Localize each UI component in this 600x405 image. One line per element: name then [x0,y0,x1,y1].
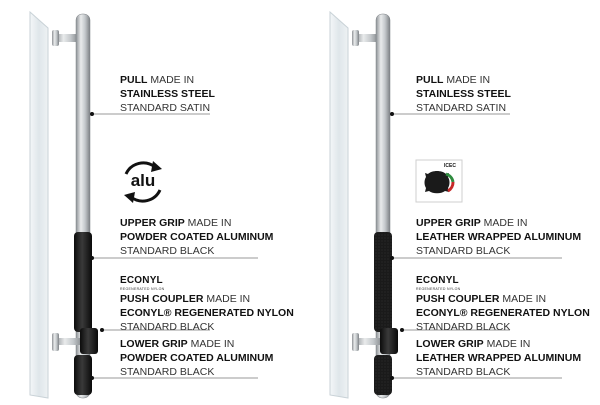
upper-grip-made-in: MADE IN [184,217,232,229]
push-coupler-label [416,292,590,334]
econyl-brand: ECONYL [416,275,459,286]
econyl-tagline: REGENERATED NYLON [120,287,165,291]
upper-grip-finish: STANDARD BLACK [416,245,511,257]
pull-label [416,73,511,115]
upper-grip-material: POWDER COATED ALUMINUM [120,231,274,243]
pull-material: STAINLESS STEEL [416,88,511,100]
lower-grip-material: POWDER COATED ALUMINUM [120,352,274,364]
right-panel [300,0,600,405]
push-coupler-made-in: MADE IN [203,293,251,305]
push-coupler-block [380,328,398,354]
upper-grip-label [120,216,273,258]
push-coupler-rod [355,338,383,345]
lower-grip-label [120,337,273,379]
glass-panel [330,12,348,398]
lower-grip-label [416,337,581,379]
push-coupler-material: ECONYL® REGENERATED NYLON [120,307,294,319]
upper-grip [374,232,392,332]
lower-grip-material: LEATHER WRAPPED ALUMINUM [416,352,582,364]
push-coupler-label [120,292,294,334]
leader-dot [90,376,94,380]
econyl-logo [416,275,461,291]
pull-finish: STANDARD SATIN [120,102,211,114]
push-coupler-material: ECONYL® REGENERATED NYLON [416,307,590,319]
leader-dot [90,112,94,116]
top-standoff-back [352,30,359,46]
leader-dot [390,112,394,116]
upper-grip [74,232,92,332]
leader-dot [400,328,404,332]
pull-made-in: MADE IN [443,74,491,86]
leader-dot [90,256,94,260]
upper-grip-label [416,216,581,258]
lower-grip [374,355,392,395]
econyl-tagline: REGENERATED NYLON [416,287,461,291]
pull-finish: STANDARD SATIN [416,102,507,114]
upper-grip-made-in: MADE IN [480,217,528,229]
lower-grip [74,355,92,395]
pull-made-in: MADE IN [147,74,195,86]
econyl-logo [120,275,165,291]
pull-title: PULL [120,74,148,86]
upper-grip-title: UPPER GRIP [416,217,481,229]
pull-material: STAINLESS STEEL [120,88,215,100]
push-coupler-back [352,333,359,351]
push-coupler-back [52,333,59,351]
push-coupler-finish: STANDARD BLACK [120,321,215,333]
alu-badge-text: alu [130,171,156,190]
leather-badge-text: ICEC [444,163,456,169]
lower-grip-finish: STANDARD BLACK [416,366,511,378]
lower-grip-made-in: MADE IN [187,338,235,350]
leader-dot [100,328,104,332]
push-coupler-title: PUSH COUPLER [416,293,500,305]
leader-dot [390,256,394,260]
pull-label [120,73,215,115]
leader-dot [390,376,394,380]
lower-grip-title: LOWER GRIP [120,338,188,350]
push-coupler-finish: STANDARD BLACK [416,321,511,333]
upper-grip-title: UPPER GRIP [120,217,185,229]
lower-grip-title: LOWER GRIP [416,338,484,350]
push-coupler-title: PUSH COUPLER [120,293,204,305]
push-coupler-made-in: MADE IN [499,293,547,305]
push-coupler-block [80,328,98,354]
upper-grip-finish: STANDARD BLACK [120,245,215,257]
econyl-brand: ECONYL [120,275,163,286]
pull-title: PULL [416,74,444,86]
upper-grip-material: LEATHER WRAPPED ALUMINUM [416,231,582,243]
push-coupler-rod [55,338,83,345]
top-standoff-back [52,30,59,46]
lower-grip-made-in: MADE IN [483,338,531,350]
glass-panel [30,12,48,398]
lower-grip-finish: STANDARD BLACK [120,366,215,378]
